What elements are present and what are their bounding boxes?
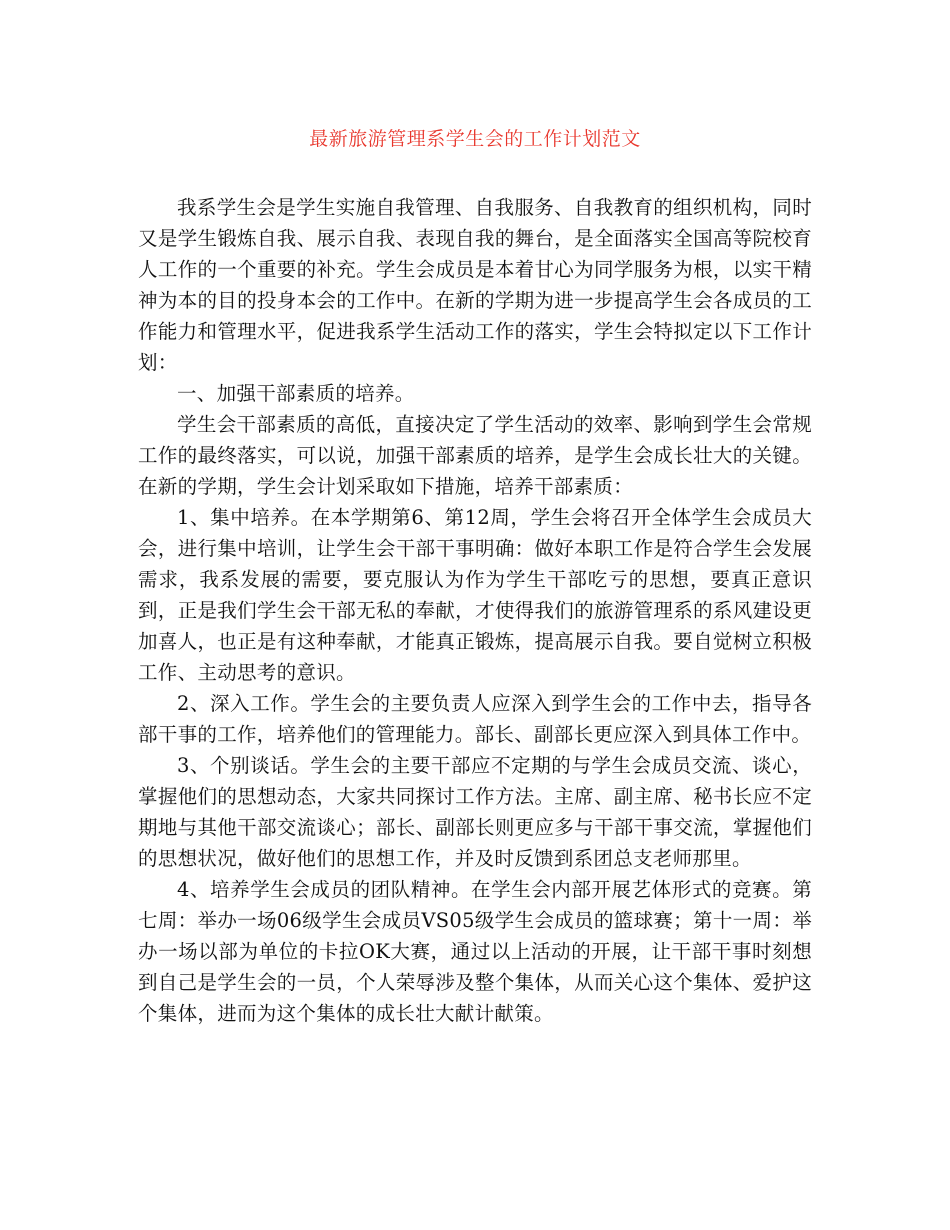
document-body (138, 192, 812, 1029)
document-title: 最新旅游管理系学生会的工作计划范文 (309, 128, 641, 150)
paragraph-intro: 我系学生会是学生实施自我管理、自我服务、自我教育的组织机构，同时又是学生锻炼自我、展示自我、表现自我的舞台，是全面落实全国高等院校育人工作的一个重要的补充。学生会成员是本着甘心为同学服务为根，以实干精神为本的目的投身本会的工作中。在新的学期为进一步提高学生会各成员的工作能力和管理水平，促进我系学生活动工作的落实，学生会特拟定以下工作计划： (138, 196, 812, 374)
section-heading-1: 一、加强干部素质的培养。 (177, 382, 415, 405)
paragraph-item-4: 4、培养学生会成员的团队精神。在学生会内部开展艺体形式的竞赛。第七周：举办一场06级学生会成员VS05级学生会成员的篮球赛；第十一周：举办一场以部为单位的卡拉OK大赛，通过以上活动的开展，让干部干事时刻想到自己是学生会的一员，个人荣辱涉及整个集体，从而关心这个集体、爱护这个集体，进而为这个集体的成长壮大献计献策。 (138, 878, 812, 1025)
paragraph-item-1: 1、集中培养。在本学期第6、第12周，学生会将召开全体学生会成员大会，进行集中培训，让学生会干部干事明确：做好本职工作是符合学生会发展需求，我系发展的需要，要克服认为作为学生干部吃亏的思想，要真正意识到，正是我们学生会干部无私的奉献，才使得我们的旅游管理系的系风建设更加喜人，也正是有这种奉献，才能真正锻炼，提高展示自我。要自觉树立积极工作、主动思考的意识。 (138, 506, 812, 684)
paragraph-section-1: 学生会干部素质的高低，直接决定了学生活动的效率、影响到学生会常规工作的最终落实，可以说，加强干部素质的培养，是学生会成长壮大的关键。在新的学期，学生会计划采取如下措施，培养干部素质： (138, 413, 812, 498)
paragraph-item-2: 2、深入工作。学生会的主要负责人应深入到学生会的工作中去，指导各部干事的工作，培养他们的管理能力。部长、副部长更应深入到具体工作中。 (138, 692, 812, 746)
paragraph-item-3: 3、个别谈话。学生会的主要干部应不定期的与学生会成员交流、谈心，掌握他们的思想动态，大家共同探讨工作方法。主席、副主席、秘书长应不定期地与其他干部交流谈心；部长、副部长则更应多与干部干事交流，掌握他们的思想状况，做好他们的思想工作，并及时反馈到系团总支老师那里。 (138, 754, 812, 870)
